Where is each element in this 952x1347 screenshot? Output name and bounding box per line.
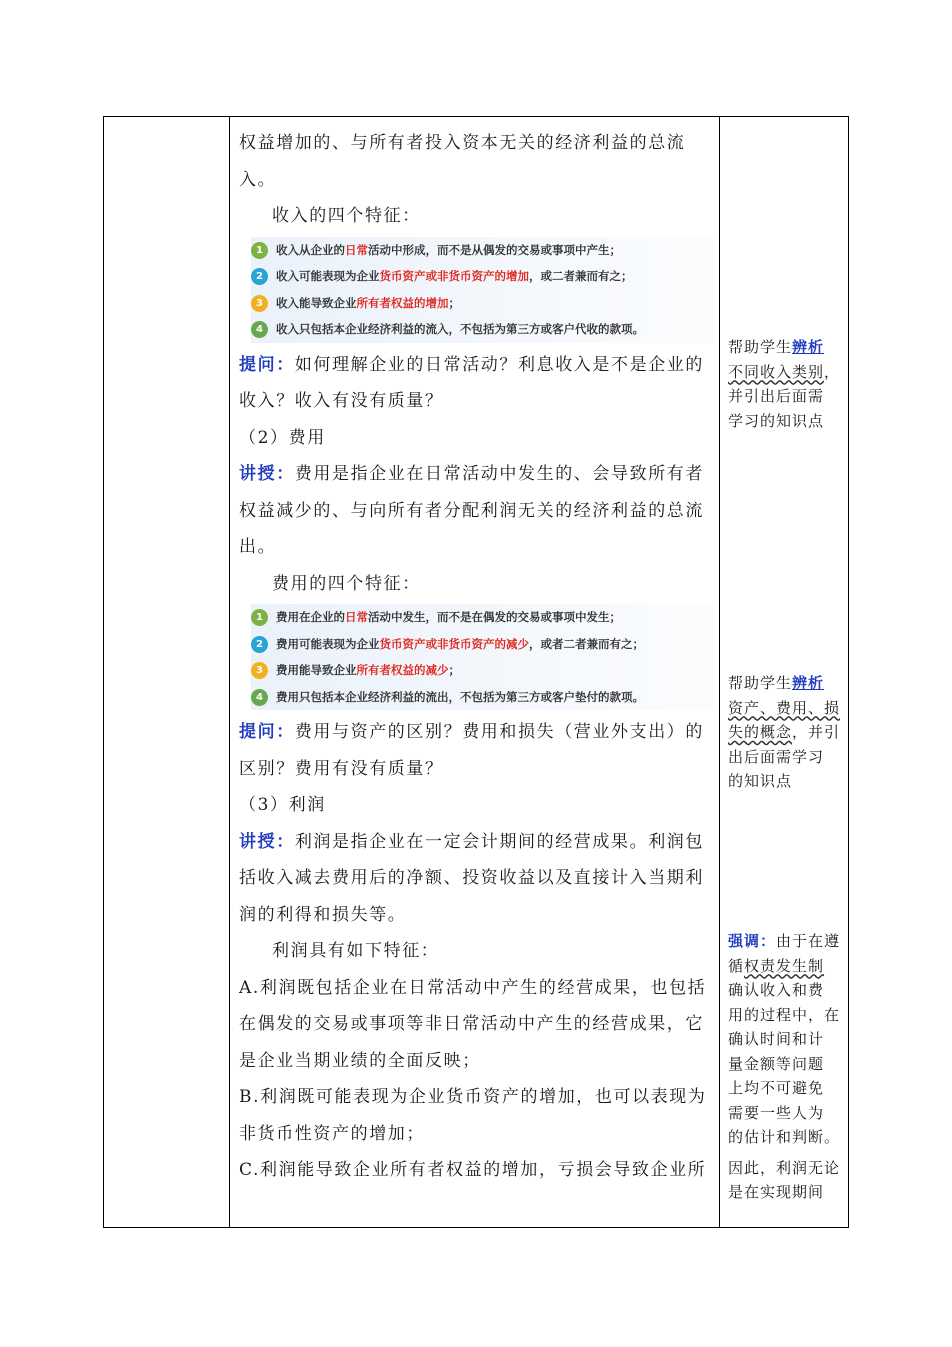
lecture-label: 讲授：	[239, 831, 295, 852]
text-line: 区别？费用有没有质量？	[239, 758, 444, 779]
text-line: B.利润既可能表现为企业货币资产的增加，也可以表现为	[239, 1087, 707, 1107]
feature-item: 2 收入可能表现为企业货币资产或非货币资产的增加，或二者兼而有之；	[251, 263, 715, 290]
column-divider	[229, 117, 230, 1227]
text-line: 入。	[239, 169, 277, 190]
lecture-line: 讲授：费用是指企业在日常活动中发生的、会导致所有者	[239, 464, 705, 484]
text-line: 在偶发的交易或事项等非日常活动中产生的经营成果，它	[239, 1014, 704, 1034]
number-badge: 2	[251, 268, 268, 285]
section-heading: （3）利润	[239, 795, 326, 815]
text-line: C.利润能导致企业所有者权益的增加，亏损会导致企业所	[239, 1160, 707, 1180]
lecture-line: 讲授：利润是指企业在一定会计期间的经营成果。利润包	[239, 831, 705, 852]
feature-item: 1 费用在企业的日常活动中发生，而不是在偶发的交易或事项中发生；	[251, 604, 715, 631]
content-column	[239, 125, 715, 1189]
number-badge: 1	[251, 242, 268, 259]
expense-features-list	[239, 604, 715, 710]
revenue-features-list	[239, 237, 715, 343]
number-badge: 2	[251, 636, 268, 653]
text-line: 括收入减去费用后的净额、投资收益以及直接计入当期利	[239, 868, 704, 888]
column-divider	[719, 117, 720, 1227]
feature-item: 2 费用可能表现为企业货币资产或非货币资产的减少，或者二者兼而有之；	[251, 631, 715, 658]
feature-item: 1 收入从企业的日常活动中形成，而不是从偶发的交易或事项中产生；	[251, 237, 715, 264]
revenue-features-title: 收入的四个特征：	[272, 206, 421, 226]
side-note-profit: 强调：由于在遵 循权责发生制 确认收入和费 用的过程中，在 确认时间和计 量金额等问题 上均不可避免 需要一些人为 的估计和判断。 因此，利润无论 是在实现期间	[728, 932, 841, 1201]
emphasis-text: 辨析	[792, 338, 825, 356]
feature-item: 4 收入只包括本企业经济利益的流入，不包括为第三方或客户代收的款项。	[251, 316, 715, 343]
lecture-label: 讲授：	[239, 464, 295, 484]
text-line: 收入？收入有没有质量？	[239, 391, 444, 411]
emphasis-text: 辨析	[792, 674, 825, 692]
expense-features-title: 费用的四个特征：	[272, 573, 421, 594]
profit-features-title: 利润具有如下特征：	[272, 941, 440, 961]
feature-item: 3 费用能导致企业所有者权益的减少；	[251, 657, 715, 684]
question-label: 提问：	[239, 354, 295, 375]
question-line: 提问：如何理解企业的日常活动？利息收入是不是企业的	[239, 354, 705, 375]
lesson-table	[103, 116, 849, 1228]
text-line: A.利润既包括企业在日常活动中产生的经营成果，也包括	[239, 977, 707, 998]
number-badge: 3	[251, 295, 268, 312]
feature-item: 3 收入能导致企业所有者权益的增加；	[251, 290, 715, 317]
side-note-revenue: 帮助学生辨析 不同收入类别， 并引出后面需 学习的知识点	[728, 338, 841, 430]
text-line: 非货币性资产的增加；	[239, 1123, 425, 1144]
text-line: 是企业当期业绩的全面反映；	[239, 1050, 481, 1071]
feature-item: 4 费用只包括本企业经济利益的流出，不包括为第三方或客户垫付的款项。	[251, 684, 715, 711]
number-badge: 3	[251, 662, 268, 679]
emphasis-label: 强调：	[728, 932, 777, 950]
text-line: 出。	[239, 537, 277, 557]
question-line: 提问：费用与资产的区别？费用和损失（营业外支出）的	[239, 722, 705, 742]
section-heading: （2）费用	[239, 427, 326, 448]
side-note-expense: 帮助学生辨析 资产、费用、损 失的概念，并引 出后面需学习 的知识点	[728, 674, 841, 790]
number-badge: 4	[251, 689, 268, 706]
number-badge: 4	[251, 321, 268, 338]
text-line: 权益增加的、与所有者投入资本无关的经济利益的总流	[239, 133, 686, 153]
text-line: 润的利得和损失等。	[239, 904, 407, 925]
number-badge: 1	[251, 609, 268, 626]
question-label: 提问：	[239, 722, 295, 742]
text-line: 权益减少的、与向所有者分配利润无关的经济利益的总流	[239, 500, 704, 521]
